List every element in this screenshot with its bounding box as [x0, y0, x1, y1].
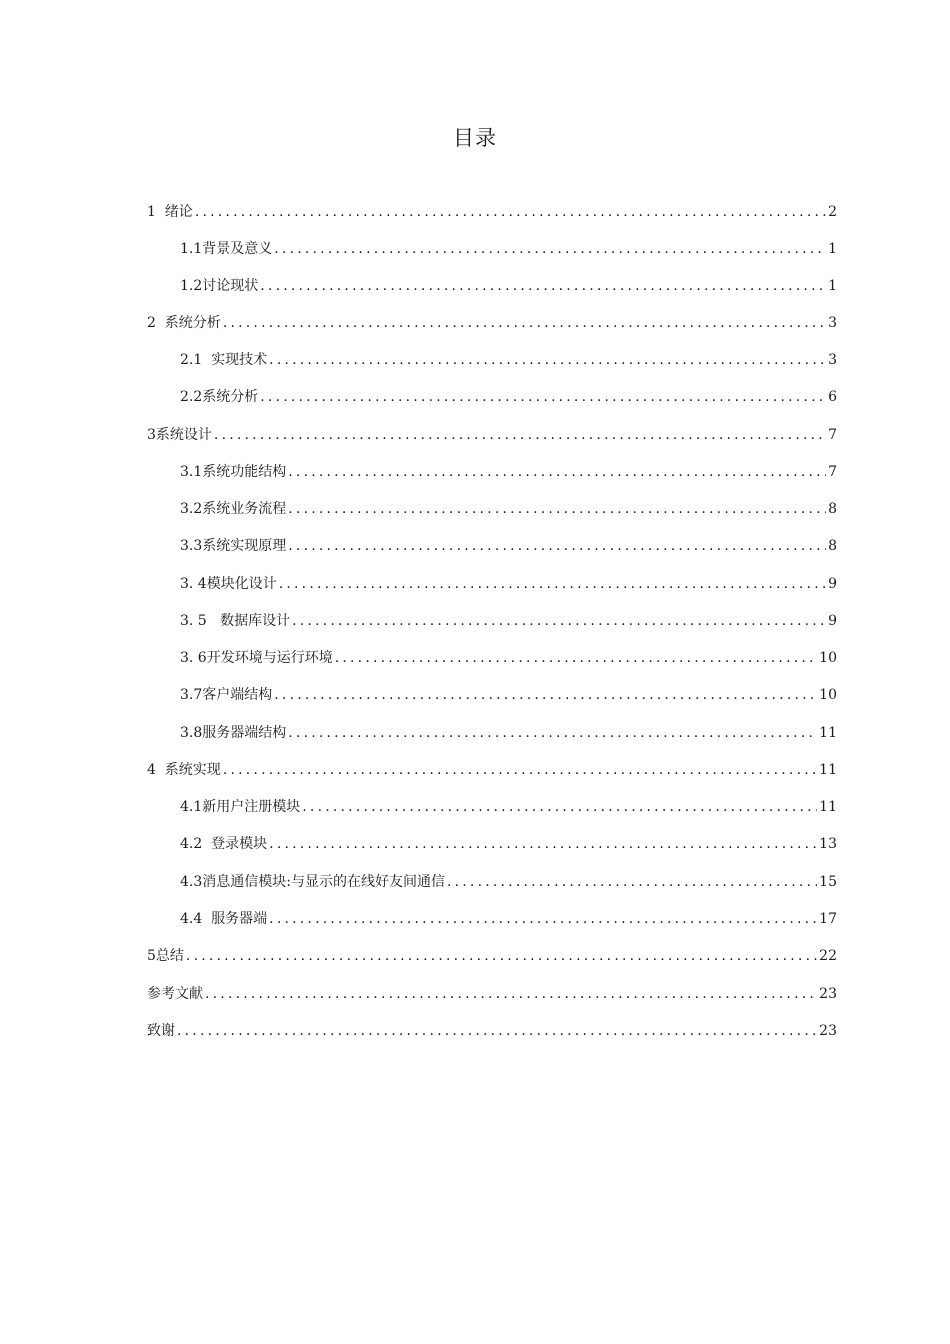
- toc-entry-label: 3. 5 数据库设计: [180, 613, 291, 629]
- dot-leader: [269, 833, 817, 855]
- toc-entry-page-number: 22: [819, 948, 837, 964]
- toc-entry-label: 3.8服务器端结构: [180, 725, 287, 741]
- toc-entry[interactable]: [180, 275, 837, 297]
- toc-entry-label: 2.1 实现技术: [180, 352, 268, 368]
- toc-entry[interactable]: [147, 983, 837, 1005]
- dot-leader: [447, 871, 817, 893]
- toc-entry-page-number: 11: [819, 762, 837, 778]
- dot-leader: [205, 983, 817, 1005]
- dot-leader: [214, 424, 826, 446]
- toc-entry-label: 3.2系统业务流程: [180, 501, 287, 517]
- dot-leader: [260, 275, 826, 297]
- toc-entry-page-number: 3: [828, 315, 837, 331]
- dot-leader: [186, 945, 817, 967]
- toc-entry-label: 1 绪论: [147, 204, 193, 220]
- toc-entry[interactable]: [180, 722, 837, 744]
- toc-entry[interactable]: [180, 871, 837, 893]
- dot-leader: [288, 498, 826, 520]
- toc-entry-label: 参考文献: [147, 986, 203, 1002]
- dot-leader: [269, 349, 826, 371]
- dot-leader: [269, 908, 817, 930]
- toc-entry[interactable]: [180, 498, 837, 520]
- toc-entry-label: 4.2 登录模块: [180, 836, 268, 852]
- toc-entry[interactable]: [180, 535, 837, 557]
- toc-entry-page-number: 9: [828, 576, 837, 592]
- dot-leader: [195, 201, 826, 223]
- toc-entry[interactable]: [180, 610, 837, 632]
- toc-entry-page-number: 11: [819, 799, 837, 815]
- toc-entry-label: 1.1背景及意义: [180, 241, 273, 257]
- toc-entry-page-number: 7: [828, 427, 837, 443]
- toc-entry-label: 3.7客户端结构: [180, 687, 273, 703]
- toc-entry-label: 2 系统分析: [147, 315, 221, 331]
- toc-entry-page-number: 13: [819, 836, 837, 852]
- toc-entry[interactable]: [180, 349, 837, 371]
- dot-leader: [288, 722, 817, 744]
- toc-entry[interactable]: [180, 796, 837, 818]
- toc-entry-label: 4.3消息通信模块:与显示的在线好友间通信: [180, 874, 445, 890]
- dot-leader: [260, 386, 826, 408]
- toc-entry-label: 3.1系统功能结构: [180, 464, 287, 480]
- dot-leader: [288, 535, 826, 557]
- toc-entry[interactable]: [180, 386, 837, 408]
- dot-leader: [292, 610, 826, 632]
- toc-entry-label: 4.4 服务器端: [180, 911, 268, 927]
- toc-entry-page-number: 9: [828, 613, 837, 629]
- toc-entry[interactable]: [147, 312, 837, 334]
- toc-entry[interactable]: [180, 461, 837, 483]
- toc-entry[interactable]: [180, 238, 837, 260]
- dot-leader: [177, 1020, 817, 1042]
- dot-leader: [302, 796, 817, 818]
- toc-entry-page-number: 23: [819, 1023, 837, 1039]
- toc-entry[interactable]: [147, 1020, 837, 1042]
- toc-entry[interactable]: [180, 684, 837, 706]
- dot-leader: [335, 647, 817, 669]
- toc-entry-label: 3系统设计: [147, 427, 212, 443]
- toc-entry-label: 3. 6开发环境与运行环境: [180, 650, 333, 666]
- dot-leader: [223, 312, 826, 334]
- toc-entry[interactable]: [147, 945, 837, 967]
- toc-entry-label: 4.1新用户注册模块: [180, 799, 301, 815]
- toc-entry-page-number: 7: [828, 464, 837, 480]
- toc-entry-page-number: 11: [819, 725, 837, 741]
- toc-entry-label: 致谢: [147, 1023, 175, 1039]
- toc-entry-label: 4 系统实现: [147, 762, 221, 778]
- toc-entry-label: 3. 4模块化设计: [180, 576, 277, 592]
- toc-entry-page-number: 6: [828, 389, 837, 405]
- toc-entry-page-number: 8: [828, 501, 837, 517]
- toc-entry-page-number: 3: [828, 352, 837, 368]
- dot-leader: [288, 461, 826, 483]
- dot-leader: [279, 573, 826, 595]
- toc-entry[interactable]: [147, 759, 837, 781]
- toc-entry-label: 5总结: [147, 948, 184, 964]
- toc-entry-label: 1.2讨论现状: [180, 278, 259, 294]
- toc-entry-label: 2.2系统分析: [180, 389, 259, 405]
- toc-entry[interactable]: [180, 833, 837, 855]
- toc-entry-page-number: 1: [828, 278, 837, 294]
- toc-entry[interactable]: [147, 424, 837, 446]
- dot-leader: [274, 238, 826, 260]
- toc-entry-page-number: 1: [828, 241, 837, 257]
- toc-entry-page-number: 2: [828, 204, 837, 220]
- toc-entry-page-number: 8: [828, 538, 837, 554]
- toc-entry-page-number: 10: [819, 687, 837, 703]
- dot-leader: [274, 684, 817, 706]
- toc-entry-label: 3.3系统实现原理: [180, 538, 287, 554]
- toc-entry[interactable]: [147, 201, 837, 223]
- toc-entry[interactable]: [180, 647, 837, 669]
- toc-entry-page-number: 23: [819, 986, 837, 1002]
- toc-title: 目录: [453, 126, 497, 150]
- toc-entry[interactable]: [180, 908, 837, 930]
- toc-entry-page-number: 17: [819, 911, 837, 927]
- toc-entry-page-number: 15: [819, 874, 837, 890]
- toc-entry[interactable]: [180, 573, 837, 595]
- dot-leader: [223, 759, 817, 781]
- toc-entry-page-number: 10: [819, 650, 837, 666]
